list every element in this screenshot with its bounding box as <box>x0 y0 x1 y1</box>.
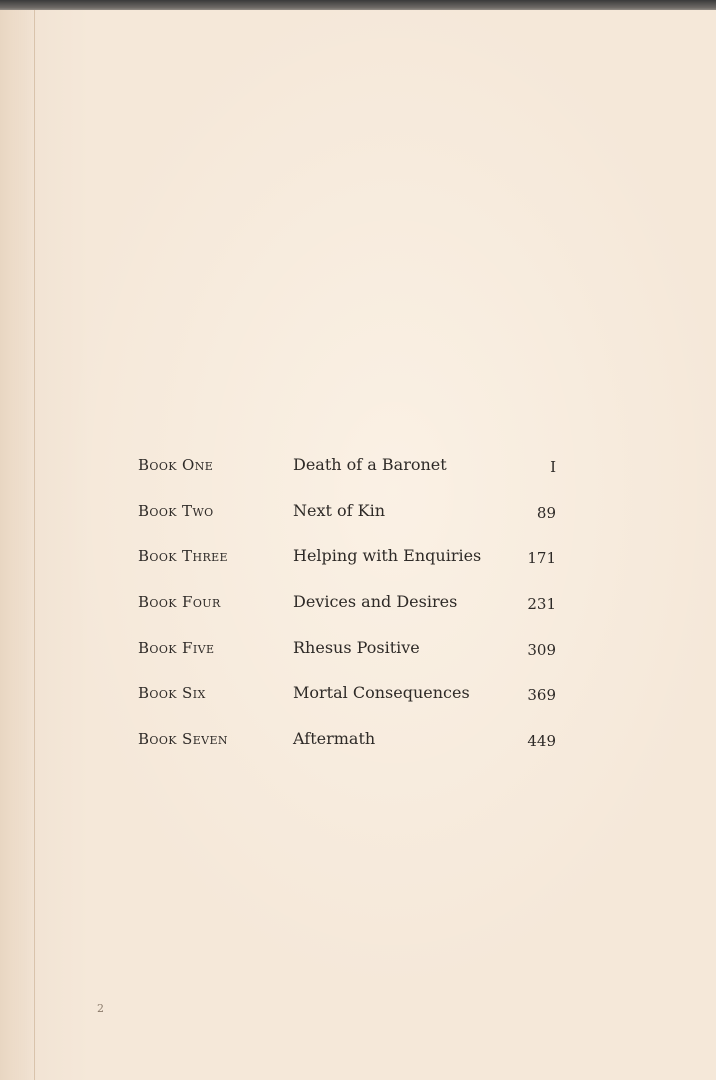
table-of-contents <box>138 450 558 770</box>
toc-title: Helping with Enquiries <box>293 546 482 566</box>
toc-row <box>138 541 558 587</box>
toc-page-number: 449 <box>527 732 556 751</box>
toc-page-number: 369 <box>527 686 556 705</box>
toc-book-label: Book Six <box>138 684 206 703</box>
toc-page-number: I <box>550 458 556 476</box>
toc-row <box>138 496 558 542</box>
toc-row <box>138 678 558 724</box>
toc-page-number: 171 <box>527 549 556 568</box>
stray-mark: 2 <box>97 1002 104 1015</box>
toc-row <box>138 633 558 679</box>
toc-book-label: Book Three <box>138 547 228 566</box>
toc-book-label: Book Five <box>138 638 215 657</box>
toc-title: Death of a Baronet <box>293 455 447 474</box>
toc-row <box>138 724 558 770</box>
toc-title: Rhesus Positive <box>293 637 420 657</box>
page-gutter <box>0 10 35 1080</box>
toc-book-label: Book Seven <box>138 730 228 749</box>
toc-title: Aftermath <box>293 729 376 749</box>
toc-title: Mortal Consequences <box>293 683 470 703</box>
toc-row <box>138 587 558 633</box>
toc-book-label: Book Four <box>138 593 221 612</box>
toc-row <box>138 450 558 496</box>
toc-book-label: Book One <box>138 456 214 474</box>
show-through-shadow <box>300 300 430 364</box>
toc-title: Devices and Desires <box>293 592 458 612</box>
toc-book-label: Book Two <box>138 501 214 520</box>
toc-page-number: 89 <box>536 503 556 522</box>
toc-page-number: 231 <box>527 595 556 614</box>
toc-page-number: 309 <box>527 640 556 659</box>
toc-title: Next of Kin <box>293 500 386 520</box>
